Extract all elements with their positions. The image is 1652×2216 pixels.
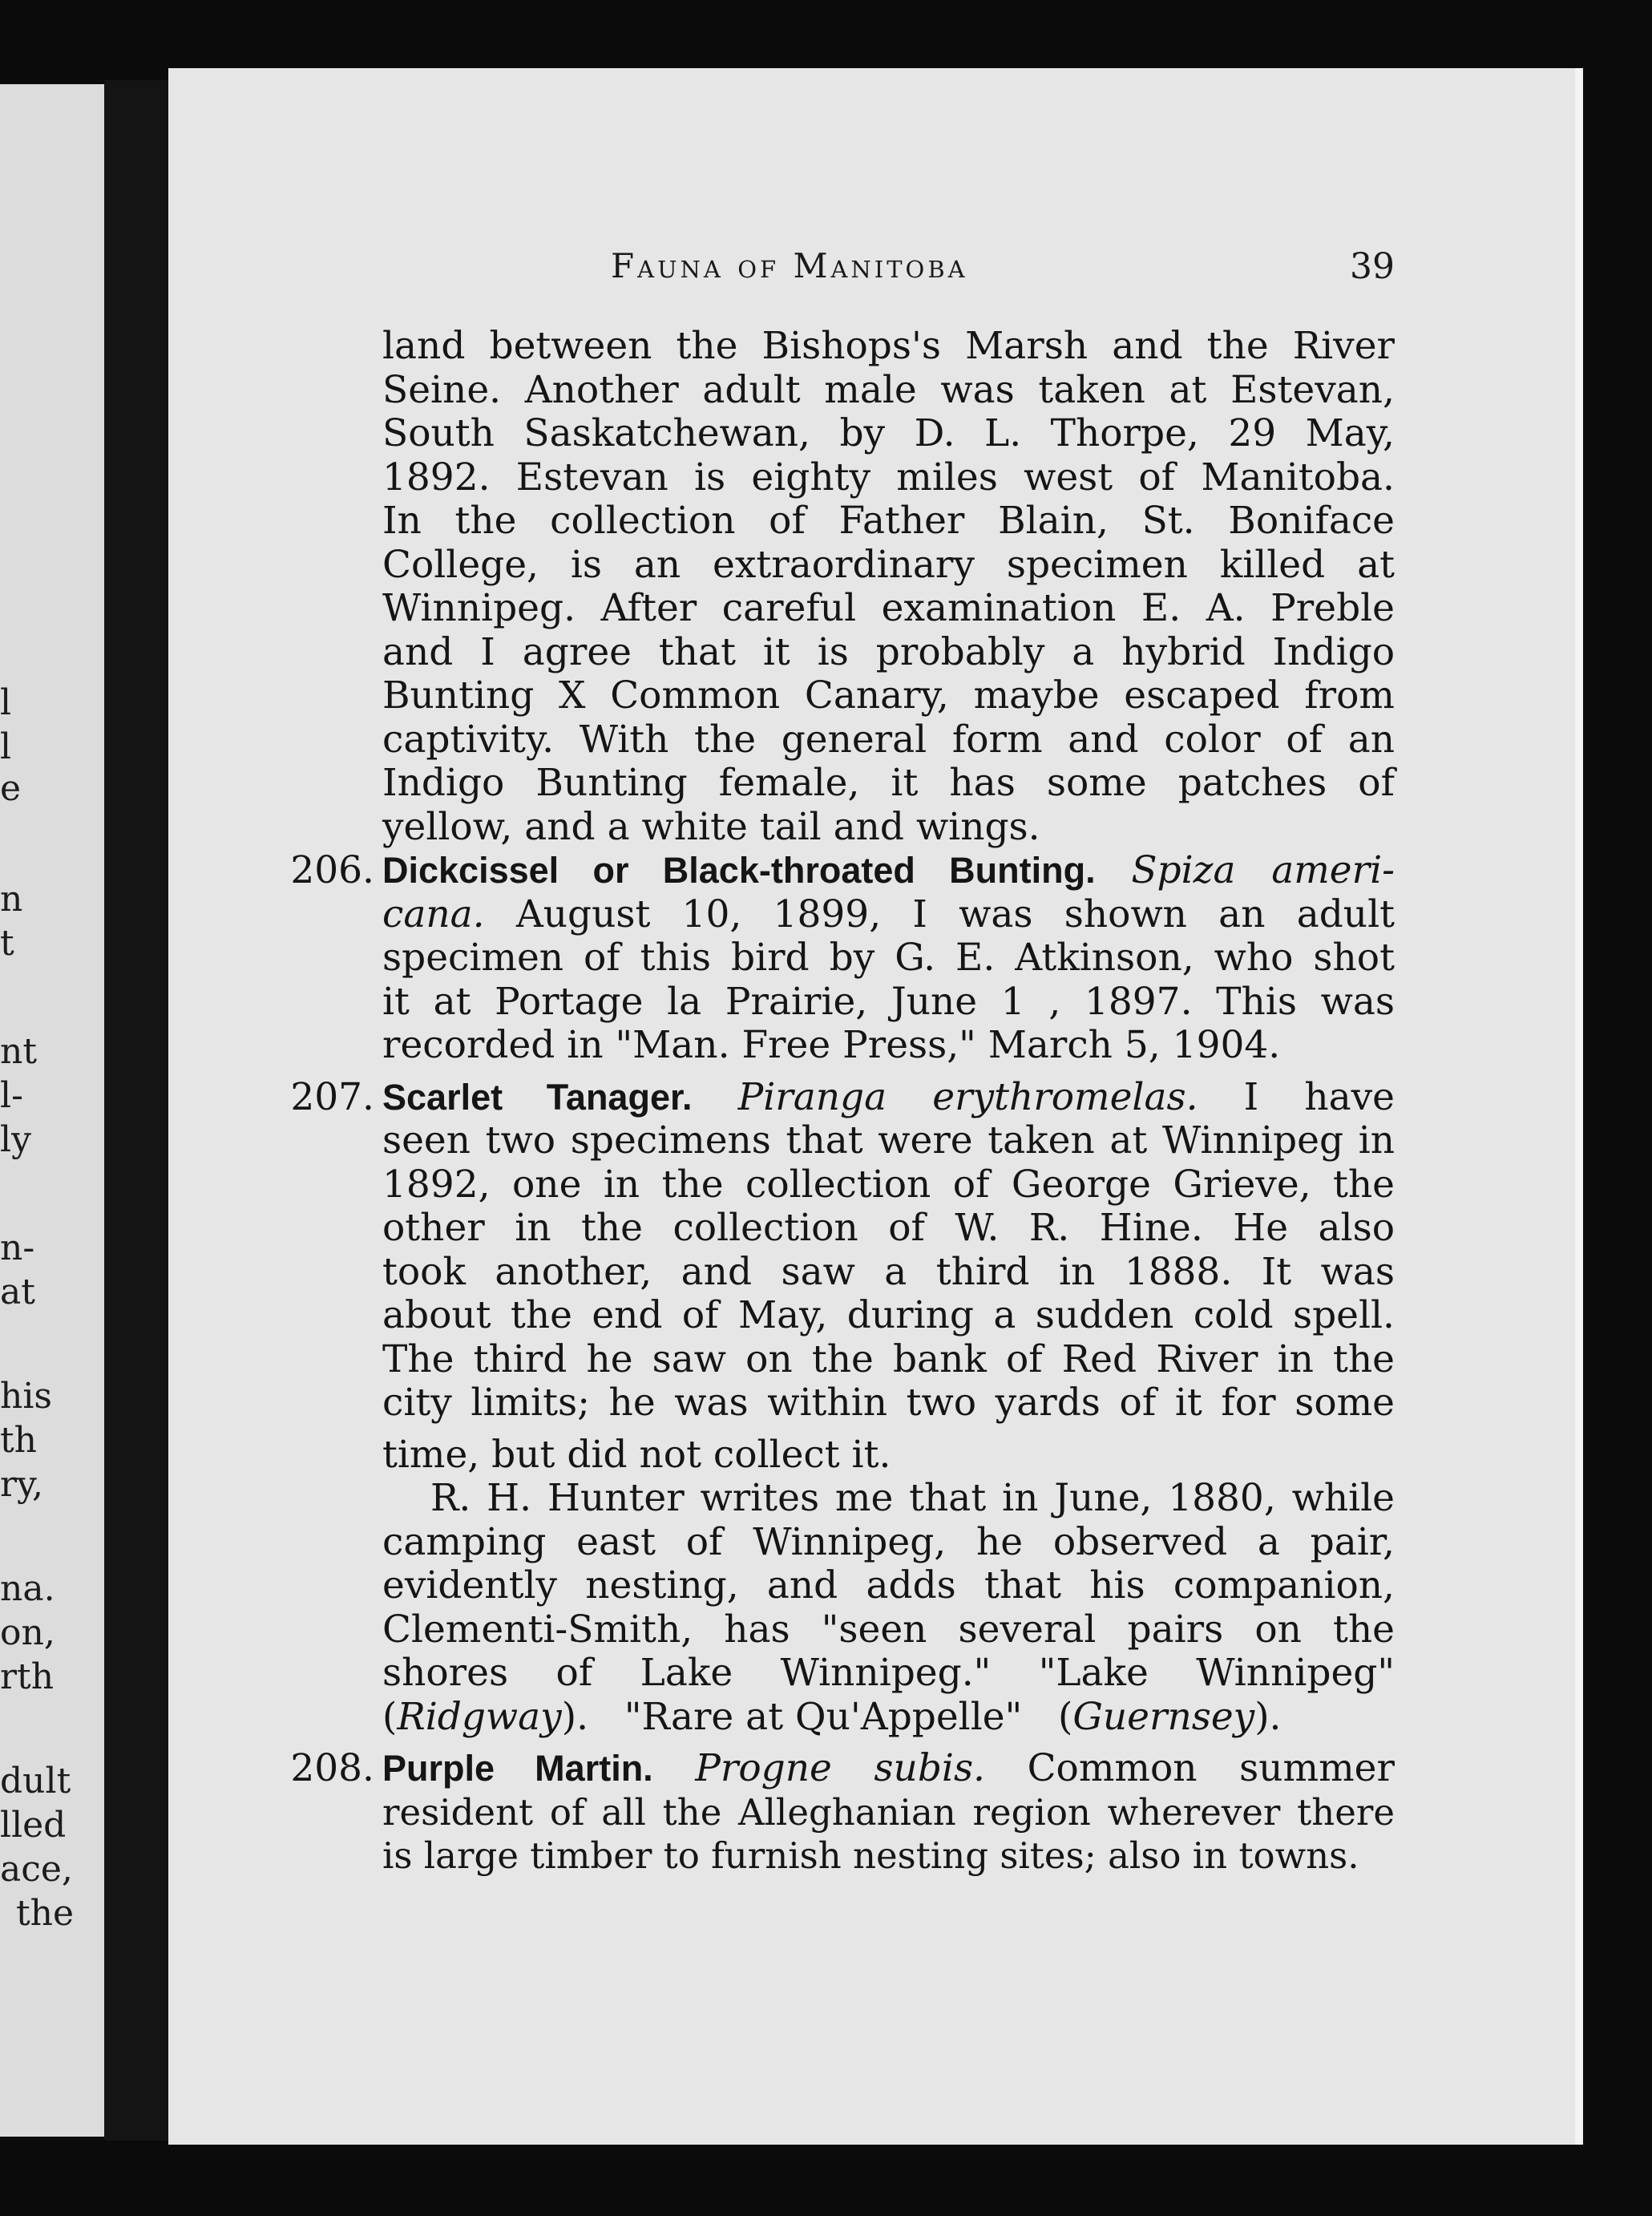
latin-name-continued: cana. <box>382 892 485 936</box>
latin-name: Spiza ameri- <box>1131 848 1395 892</box>
text-line: In the collection of Father Blain, St. Boniface <box>382 499 1395 543</box>
fragment: e <box>0 768 22 809</box>
text-line: South Saskatchewan, by D. L. Thorpe, 29 May, <box>382 411 1395 455</box>
text-run: I have <box>1243 1074 1395 1119</box>
text-line: city limits; he was within two yards of it for some <box>382 1381 1395 1425</box>
fragment: l- <box>0 1075 23 1116</box>
fragment: n- <box>0 1227 35 1268</box>
fragment: ace, <box>0 1849 73 1890</box>
text-line: 1892, one in the collection of George Grieve, the <box>382 1162 1395 1207</box>
fragment: rth <box>0 1656 55 1697</box>
text-line: The third he saw on the bank of Red River in the <box>382 1336 1395 1381</box>
facing-page-text-fragments <box>0 0 104 2216</box>
fragment: his <box>0 1376 52 1417</box>
entry-208 <box>290 1746 1395 1878</box>
species-name: Scarlet Tanager. <box>382 1076 693 1118</box>
text-line: Indigo Bunting female, it has some patches of <box>382 761 1395 805</box>
text-line: about the end of May, during a sudden cold spell. <box>382 1293 1395 1337</box>
text-line: other in the collection of W. R. Hine. He also <box>382 1206 1395 1250</box>
text-line: took another, and saw a third in 1888. It was <box>382 1249 1395 1294</box>
citation-line: (Ridgway). "Rare at Qu'Appelle" (Guernsey). <box>382 1694 1282 1739</box>
fragment: na. <box>0 1568 55 1609</box>
text-line: and I agree that it is probably a hybrid Indigo <box>382 629 1395 674</box>
text-line: College, is an extraordinary specimen killed at <box>382 542 1395 587</box>
fragment: nt <box>0 1031 38 1072</box>
fragment: th <box>0 1420 38 1461</box>
species-name: Purple Martin. <box>382 1748 653 1789</box>
text-line: evidently nesting, and adds that his companion, <box>382 1563 1395 1607</box>
text-line: 1892. Estevan is eighty miles west of Manitoba. <box>382 455 1395 499</box>
fragment: lled <box>0 1805 67 1846</box>
continuation-paragraph <box>382 325 1395 849</box>
entry-207 <box>290 1074 1395 1740</box>
citation-ridgway: Ridgway <box>397 1694 562 1739</box>
text-line: seen two specimens that were taken at Winnipeg in <box>382 1118 1395 1163</box>
fragment: t <box>0 923 14 964</box>
text-line: time, but did not collect it. <box>382 1432 891 1477</box>
latin-name: Piranga erythromelas. <box>737 1074 1198 1119</box>
citation-guernsey: Guernsey <box>1072 1694 1255 1739</box>
text-line: camping east of Winnipeg, he observed a pair, <box>382 1519 1395 1564</box>
text-line: resident of all the Alleghanian region wherever there <box>382 1790 1395 1834</box>
fragment: on, <box>0 1612 55 1653</box>
text-line: captivity. With the general form and color of an <box>382 717 1395 762</box>
text-line: Bunting X Common Canary, maybe escaped from <box>382 673 1395 718</box>
fragment: ry, <box>0 1464 44 1505</box>
text-line: Seine. Another adult male was taken at Estevan, <box>382 367 1395 412</box>
book-gutter <box>104 80 168 2141</box>
text-line: is large timber to furnish nesting sites; also in towns. <box>382 1834 1359 1877</box>
text-line: land between the Bishops's Marsh and the River <box>382 324 1395 368</box>
species-name: Dickcissel or Black-throated Bunting. <box>382 850 1096 891</box>
latin-name: Progne subis. <box>695 1746 985 1790</box>
text-line: yellow, and a white tail and wings. <box>382 804 1040 849</box>
running-title: Fauna of Manitoba <box>611 246 968 285</box>
fragment: the <box>16 1893 75 1934</box>
fragment: dult <box>0 1761 71 1802</box>
fragment: l <box>0 682 12 723</box>
citation-quote: "Rare at Qu'Appelle" <box>624 1694 1023 1739</box>
text-line: Clementi-Smith, has "seen several pairs on the <box>382 1607 1395 1652</box>
text-line: it at Portage la Prairie, June 1 , 1897. This was <box>382 979 1395 1024</box>
entry-number: 207. <box>290 1074 374 1119</box>
text-run: Common summer <box>1027 1746 1395 1790</box>
text-line: Winnipeg. After careful examination E. A. Preble <box>382 586 1395 630</box>
page-body <box>290 324 1395 1878</box>
fragment: at <box>0 1272 35 1312</box>
entry-number: 208. <box>290 1746 374 1790</box>
fragment: l <box>0 726 12 767</box>
entry-206 <box>290 848 1395 1068</box>
fragment: n <box>0 879 23 920</box>
text-line: specimen of this bird by G. E. Atkinson, who shot <box>382 936 1395 980</box>
text-line: shores of Lake Winnipeg." "Lake Winnipeg" <box>382 1651 1395 1695</box>
page-edge <box>1575 68 1583 2145</box>
page-number: 39 <box>1350 246 1395 287</box>
text-line: R. H. Hunter writes me that in June, 1880, while <box>430 1476 1395 1520</box>
text-line: recorded in "Man. Free Press," March 5, 1904. <box>382 1023 1281 1067</box>
text-run: August 10, 1899, I was shown an adult <box>515 892 1395 936</box>
fragment: ly <box>0 1119 31 1160</box>
entry-number: 206. <box>290 848 374 892</box>
